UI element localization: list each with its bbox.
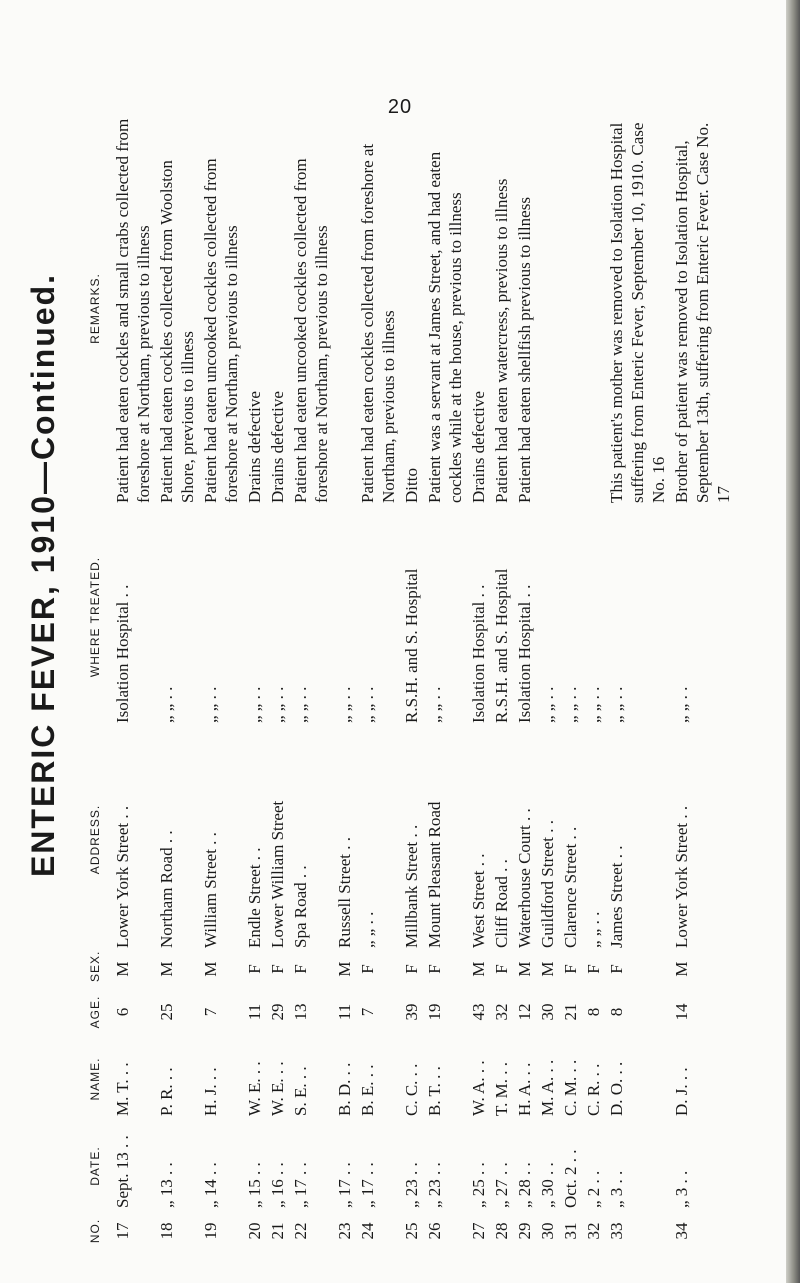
cell-date: „ 3 . . — [607, 1170, 626, 1208]
cell-no: 27 — [469, 1222, 488, 1240]
cell-address: Lower York Street . . — [672, 805, 691, 948]
cell-where-treated: „ „ . . — [268, 686, 287, 723]
cell-where-treated: „ „ . . — [538, 686, 557, 723]
cell-sex: F — [425, 964, 444, 974]
cell-age: 7 — [201, 1007, 220, 1017]
cell-no: 28 — [492, 1222, 511, 1240]
header-row — [85, 110, 111, 1250]
cell-remarks: Patient was a servant at James Street, and had eaten cockles while at the house, previous to illness — [425, 151, 465, 503]
cell-no: 33 — [607, 1222, 626, 1240]
cell-sex: M — [469, 961, 488, 977]
cell-date: „ 3 . . — [672, 1170, 691, 1208]
cell-remarks: Patient had eaten cockles and small crabs collected from foreshore at Northam, previous to illness — [113, 118, 153, 503]
cell-sex: F — [268, 964, 287, 974]
table-row — [111, 110, 155, 1250]
cell-sex: M — [335, 961, 354, 977]
cell-date: „ 14 . . — [201, 1162, 220, 1208]
cell-remarks: Patient had eaten cockles collected from foreshore at Northam, previous to illness — [358, 143, 398, 503]
cell-age: 11 — [245, 1003, 264, 1021]
cell-name: C. M. . . — [561, 1059, 580, 1116]
cell-age: 39 — [402, 1003, 421, 1021]
cell-date: „ 2 . . — [584, 1170, 603, 1208]
cell-remarks: This patient's mother was removed to Isolation Hospital suffering from Enteric Fever, September 10, 1910. Case No. 16 — [607, 122, 668, 503]
cell-name: T. M. . . — [492, 1062, 511, 1116]
cell-remarks — [559, 110, 582, 507]
header-age: AGE. — [88, 995, 102, 1029]
cell-address: Cliff Road . . — [492, 859, 511, 948]
cell-date: „ 16 . . — [268, 1162, 287, 1208]
cell-date: „ 28 . . — [515, 1162, 534, 1208]
cell-address: Waterhouse Court . . — [515, 808, 534, 948]
cell-date: „ 13 . . — [157, 1162, 176, 1208]
cell-address: Mount Pleasant Road — [425, 801, 444, 948]
cell-remarks: Brother of patient was removed to Isolation Hospital, September 13th, suffering from Enteric Fever. Case No. 17 — [672, 122, 733, 503]
cell-sex: M — [113, 961, 132, 977]
cell-age: 11 — [335, 1003, 354, 1021]
table-row — [289, 110, 333, 1250]
header-no: NO. — [88, 1218, 102, 1244]
cell-address: Russell Street . . — [335, 837, 354, 948]
cell-where-treated: „ „ . . — [584, 686, 603, 723]
cell-no: 30 — [538, 1222, 557, 1240]
cell-remarks — [536, 110, 559, 507]
cell-where-treated: R.S.H. and S. Hospital — [492, 568, 511, 723]
cell-address: „ „ . . — [358, 911, 377, 948]
cell-name: W. A. . . — [469, 1060, 488, 1116]
cell-age: 12 — [515, 1003, 534, 1021]
cell-no: 31 — [561, 1222, 580, 1240]
cell-where-treated: „ „ . . — [201, 686, 220, 723]
cell-remarks: Drains defective — [469, 391, 488, 503]
cell-remarks: Patient had eaten watercress, previous to illness — [492, 178, 511, 503]
cell-no: 34 — [672, 1222, 691, 1240]
rotated-table-container — [85, 110, 765, 1250]
cell-date: „ 17 . . — [291, 1162, 310, 1208]
cell-where-treated: „ „ . . — [561, 686, 580, 723]
cell-address: Millbank Street . . — [402, 824, 421, 948]
cell-where-treated: „ „ . . — [672, 686, 691, 723]
header-date: DATE. — [88, 1146, 102, 1186]
cell-name: S. E. . . — [291, 1066, 310, 1116]
table-row — [423, 110, 467, 1250]
cell-address: Northam Road . . — [157, 830, 176, 948]
cell-sex: M — [157, 961, 176, 977]
cell-name: W. E. . . — [245, 1061, 264, 1116]
cell-where-treated: Isolation Hospital . . — [469, 584, 488, 723]
cell-remarks — [333, 110, 356, 507]
cell-age: 21 — [561, 1003, 580, 1021]
cell-date: „ 15 . . — [245, 1162, 264, 1208]
cell-remarks: Patient had eaten cockles collected from Woolston Shore, previous to illness — [157, 160, 197, 503]
table-row — [333, 110, 356, 1250]
cell-name: C. C. . . — [402, 1063, 421, 1116]
cell-sex: F — [358, 964, 377, 974]
cell-no: 17 — [113, 1222, 132, 1240]
cell-sex: M — [538, 961, 557, 977]
cell-name: D. J. . . — [672, 1067, 691, 1116]
cell-remarks: Patient had eaten shellfish previous to illness — [515, 197, 534, 503]
cell-age: 14 — [672, 1003, 691, 1021]
cell-name: W. E. . . — [268, 1061, 287, 1116]
table-row — [243, 110, 266, 1250]
cell-no: 25 — [402, 1222, 421, 1240]
cell-name: C. R. . . — [584, 1063, 603, 1116]
cell-address: Lower William Street — [268, 800, 287, 948]
cell-address: Spa Road . . — [291, 865, 310, 948]
cell-no: 32 — [584, 1222, 603, 1240]
cell-address: James Street . . — [607, 845, 626, 948]
cell-name: M. A. . . — [538, 1059, 557, 1116]
cell-address: Endle Street . . — [245, 847, 264, 948]
table-row — [582, 110, 605, 1250]
cell-address: William Street . . — [201, 832, 220, 948]
cell-address: „ „ . . — [584, 911, 603, 948]
table-row — [490, 110, 513, 1250]
cell-remarks: Patient had eaten uncooked cockles collected from foreshore at Northam, previous to illness — [291, 158, 331, 503]
cell-address: Guildford Street . . — [538, 820, 557, 948]
cell-name: H. J. . . — [201, 1067, 220, 1116]
cell-where-treated: Isolation Hospital . . — [515, 584, 534, 723]
cell-date: „ 27 . . — [492, 1162, 511, 1208]
cell-age: 6 — [113, 1007, 132, 1017]
cell-where-treated: „ „ . . — [425, 686, 444, 723]
cell-no: 24 — [358, 1222, 377, 1240]
header-where-treated: WHERE TREATED. — [88, 556, 102, 678]
cell-where-treated: Isolation Hospital . . — [113, 584, 132, 723]
cell-age: 7 — [358, 1007, 377, 1017]
cell-name: D. O. . . — [607, 1061, 626, 1116]
header-sex: SEX. — [88, 950, 102, 982]
cell-name: P. R. . . — [157, 1067, 176, 1116]
cell-sex: F — [291, 964, 310, 974]
cell-remarks: Patient had eaten uncooked cockles collected from foreshore at Northam, previous to illness — [201, 158, 241, 503]
cell-where-treated: „ „ . . — [157, 686, 176, 723]
page-title: ENTERIC FEVER, 1910—Continued. — [25, 272, 61, 878]
cell-sex: M — [672, 961, 691, 977]
cell-where-treated: „ „ . . — [607, 686, 626, 723]
cell-sex: F — [607, 964, 626, 974]
cell-age: 19 — [425, 1003, 444, 1021]
cell-date: „ 30 . . — [538, 1162, 557, 1208]
cell-age: 30 — [538, 1003, 557, 1021]
cell-date: „ 25 . . — [469, 1162, 488, 1208]
table-row — [536, 110, 559, 1250]
cell-remarks: Drains defective — [245, 391, 264, 503]
cell-where-treated: „ „ . . — [358, 686, 377, 723]
cell-name: B. D. . . — [335, 1062, 354, 1116]
cell-date: „ 23 . . — [402, 1162, 421, 1208]
cell-no: 29 — [515, 1222, 534, 1240]
table-row — [559, 110, 582, 1250]
table-row — [199, 110, 243, 1250]
cell-where-treated: „ „ . . — [291, 686, 310, 723]
header-address: ADDRESS. — [88, 804, 102, 875]
cell-no: 20 — [245, 1222, 264, 1240]
cell-date: Oct. 2 . . — [561, 1149, 580, 1208]
cell-sex: F — [492, 964, 511, 974]
cell-name: B. E. . . — [358, 1064, 377, 1116]
table-row — [467, 110, 490, 1250]
header-name: NAME. — [88, 1057, 102, 1101]
table-row — [155, 110, 199, 1250]
table-row — [356, 110, 400, 1250]
cell-no: 22 — [291, 1222, 310, 1240]
cell-sex: F — [561, 964, 580, 974]
cell-date: „ 17 . . — [335, 1162, 354, 1208]
cell-address: Clarence Street . . — [561, 826, 580, 948]
cell-name: H. A. . . — [515, 1062, 534, 1116]
cell-address: Lower York Street . . — [113, 805, 132, 948]
page-number: 20 — [387, 96, 413, 118]
cell-remarks: Ditto — [402, 468, 421, 503]
cell-age: 8 — [584, 1007, 603, 1017]
cell-no: 18 — [157, 1222, 176, 1240]
cell-where-treated: „ „ . . — [245, 686, 264, 723]
cell-date: Sept. 13 . . — [113, 1135, 132, 1208]
cell-sex: F — [584, 964, 603, 974]
cell-age: 43 — [469, 1003, 488, 1021]
cell-date: „ 17 . . — [358, 1162, 377, 1208]
cell-age: 8 — [607, 1007, 626, 1017]
table-row — [513, 110, 536, 1250]
cell-where-treated: „ „ . . — [335, 686, 354, 723]
cell-no: 26 — [425, 1222, 444, 1240]
cell-remarks — [582, 110, 605, 507]
cell-sex: M — [201, 961, 220, 977]
cell-no: 21 — [268, 1222, 287, 1240]
cell-age: 25 — [157, 1003, 176, 1021]
table-row — [605, 110, 670, 1250]
cell-no: 19 — [201, 1222, 220, 1240]
cell-age: 32 — [492, 1003, 511, 1021]
cell-age: 13 — [291, 1003, 310, 1021]
enteric-fever-table — [85, 110, 735, 1250]
table-row — [400, 110, 423, 1250]
page-edge — [786, 0, 800, 1283]
cell-sex: F — [245, 964, 264, 974]
cell-age: 29 — [268, 1003, 287, 1021]
cell-date: „ 23 . . — [425, 1162, 444, 1208]
cell-name: B. T. . . — [425, 1066, 444, 1116]
cell-name: M. T. . . — [113, 1062, 132, 1116]
table-row — [670, 110, 735, 1250]
cell-sex: M — [515, 961, 534, 977]
cell-sex: F — [402, 964, 421, 974]
header-remarks: REMARKS. — [88, 273, 102, 344]
table-body — [111, 110, 735, 1250]
cell-remarks: Drains defective — [268, 391, 287, 503]
table-row — [266, 110, 289, 1250]
cell-no: 23 — [335, 1222, 354, 1240]
cell-where-treated: R.S.H. and S. Hospital — [402, 568, 421, 723]
cell-address: West Street . . — [469, 853, 488, 948]
